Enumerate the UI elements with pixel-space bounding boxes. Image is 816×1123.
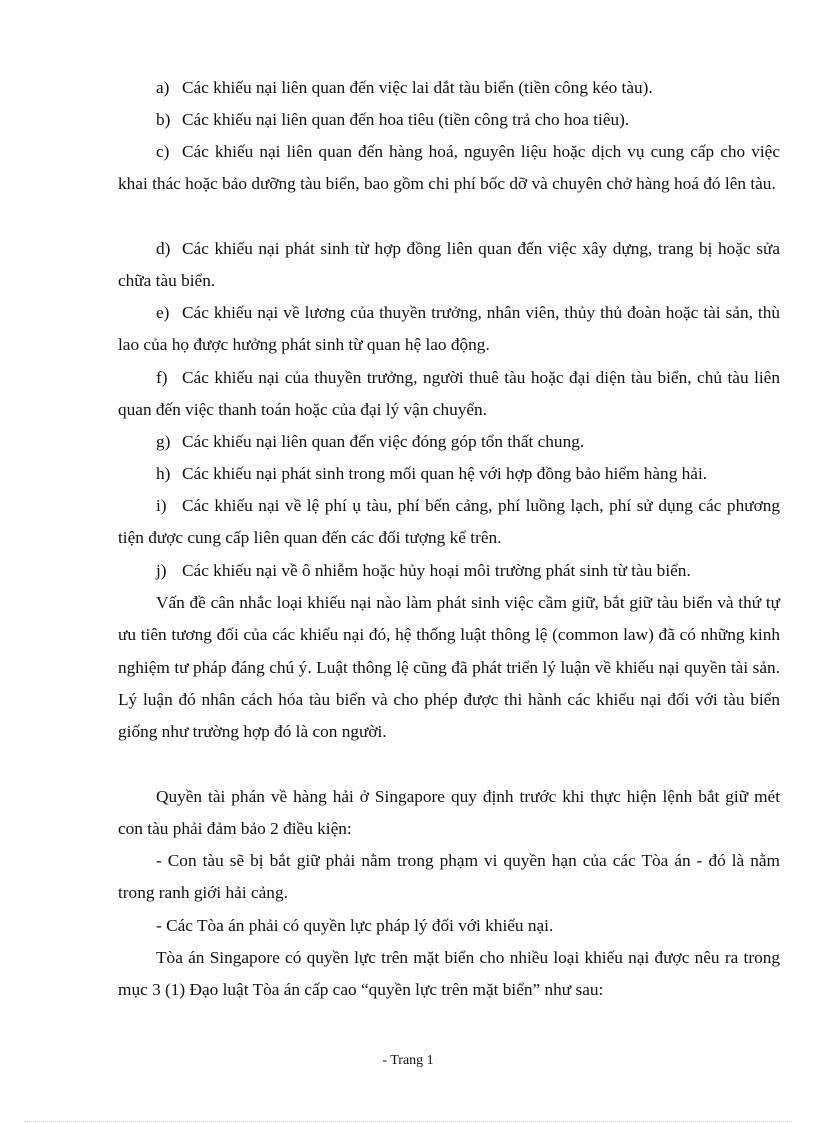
- list-item-text: Các khiếu nại liên quan đến việc lai dắt tàu biển (tiền công kéo tàu).: [182, 78, 653, 97]
- list-item: [118, 297, 780, 362]
- list-marker: a): [156, 78, 170, 97]
- body-paragraph: Vấn đề cân nhắc loại khiếu nại nào làm phát sinh việc cầm giữ, bắt giữ tàu biển và thứ tự ưu tiên tương đối của các khiếu nại đó, hệ thống luật thông lệ (common law) đã có những kinh nghiệm tư pháp đáng chú ý. Luật thông lệ cũng đã phát triển lý luận về khiếu nại quyền tài sản. Lý luận đó nhân cách hóa tàu biển và cho phép được thi hành các khiếu nại đối với tàu biển giống như trường hợp đó là con người.: [118, 593, 780, 742]
- list-item-text: Các khiếu nại của thuyền trưởng, người thuê tàu hoặc đại diện tàu biển, chủ tàu liên quan đến việc thanh toán hoặc của đại lý vận chuyển.: [118, 368, 780, 420]
- list-marker: d): [156, 239, 171, 258]
- list-item-text: Các khiếu nại liên quan đến hàng hoá, nguyên liệu hoặc dịch vụ cung cấp cho việc khai thác hoặc bảo dưỡng tàu biển, bao gồm chi phí bốc dỡ và chuyên chở hàng hoá đó lên tàu.: [118, 142, 780, 194]
- page-bottom-divider: [24, 1121, 792, 1122]
- list-item-text: Các khiếu nại liên quan đến việc đóng góp tổn thất chung.: [182, 432, 585, 451]
- page-number: - Trang 1: [382, 1053, 434, 1068]
- list-item: [118, 136, 780, 201]
- list-item-text: Các khiếu nại phát sinh từ hợp đồng liên quan đến việc xây dựng, trang bị hoặc sửa chữa tàu biển.: [118, 239, 780, 291]
- list-marker: g): [156, 432, 171, 451]
- list-marker: h): [156, 464, 171, 483]
- list-marker: b): [156, 110, 171, 129]
- list-item: [118, 555, 780, 587]
- list-item-text: Các khiếu nại về ô nhiễm hoặc hủy hoại môi trường phát sinh từ tàu biển.: [182, 561, 691, 580]
- list-marker: e): [156, 303, 170, 322]
- list-item: [118, 233, 780, 298]
- list-marker: i): [156, 496, 167, 515]
- list-item-text: Các khiếu nại phát sinh trong mối quan hệ với hợp đồng bảo hiểm hàng hải.: [182, 464, 708, 483]
- list-item: [118, 458, 780, 490]
- list-marker: f): [156, 368, 168, 387]
- list-marker: c): [156, 142, 170, 161]
- body-paragraph: Quyền tài phán về hàng hải ở Singapore quy định trước khi thực hiện lệnh bắt giữ mét con tàu phải đảm bảo 2 điều kiện:: [118, 787, 780, 839]
- list-item-text: Các khiếu nại về lương của thuyền trưởng, nhân viên, thủy thủ đoàn hoặc tài sản, thù lao của họ được hưởng phát sinh từ quan hệ lao động.: [118, 303, 780, 355]
- list-item-text: Các khiếu nại về lệ phí ụ tàu, phí bến cảng, phí luồng lạch, phí sử dụng các phương tiện được cung cấp liên quan đến các đối tượng kể trên.: [118, 496, 780, 548]
- list-item: [118, 362, 780, 427]
- body-paragraph: - Các Tòa án phải có quyền lực pháp lý đối với khiếu nại.: [156, 916, 554, 935]
- body-paragraph: Tòa án Singapore có quyền lực trên mặt biển cho nhiều loại khiếu nại được nêu ra trong mục 3 (1) Đạo luật Tòa án cấp cao “quyền lực trên mặt biển” như sau:: [118, 948, 780, 1000]
- body-paragraph: - Con tàu sẽ bị bắt giữ phải nằm trong phạm vi quyền hạn của các Tòa án - đó là nằm trong ranh giới hải cảng.: [118, 851, 780, 903]
- list-marker: j): [156, 561, 167, 580]
- list-item: [118, 426, 780, 458]
- list-item: [118, 72, 780, 104]
- list-item-text: Các khiếu nại liên quan đến hoa tiêu (tiền công trả cho hoa tiêu).: [182, 110, 630, 129]
- list-item: [118, 104, 780, 136]
- list-item: [118, 490, 780, 555]
